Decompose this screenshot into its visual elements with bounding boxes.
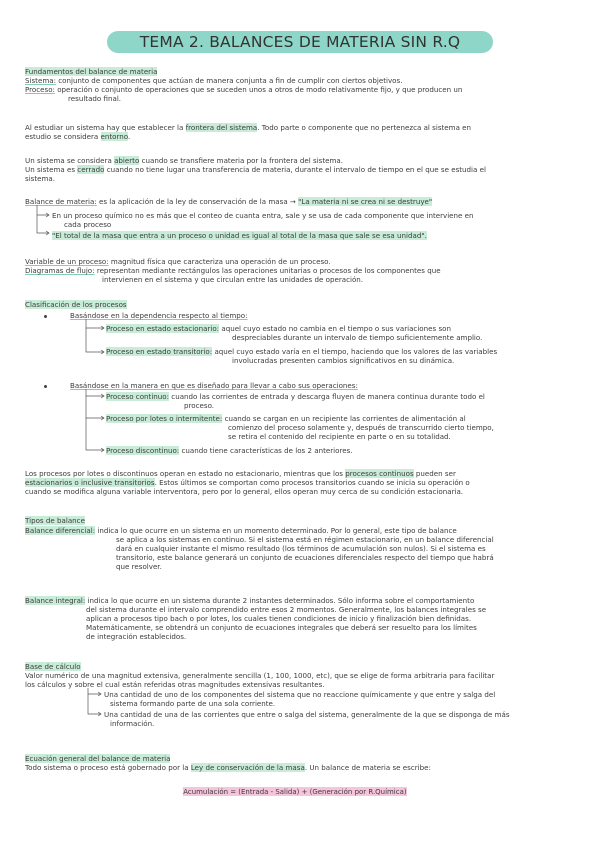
lotes-line-cont: comienzo del proceso solamente y, después de transcurrido cierto tiempo, (228, 423, 494, 432)
procesos-paragraph-2: estacionarios o inclusive transitorios. Estos últimos se comportan como procesos transitorios cuando se inicia su operación o (25, 478, 470, 487)
arrow-icon (84, 389, 108, 455)
integral-line-5: de integración establecidos. (86, 632, 187, 641)
balance-sub2: "El total de la masa que entra a un proceso o unidad es igual al total de la masa que sale se esa unidad". (52, 231, 427, 240)
diferencial-line: Balance diferencial: indica lo que ocurre en un sistema en un momento determinado. Por lo general, este tipo de balance (25, 526, 457, 535)
diagramas-definition: Diagramas de flujo: representan mediante rectángulos las operaciones unitarias o procesos de los componentes que (25, 266, 441, 275)
base-sub2-cont: información. (110, 719, 155, 728)
lotes-line: Proceso por lotes o intermitente: cuando se cargan en un recipiente las corrientes de alimentación al (106, 414, 466, 423)
base-line-2: los cálculos y sobre el cual están referidas otras magnitudes extensivas resultantes. (25, 680, 325, 689)
section-heading: Tipos de balance (25, 516, 85, 525)
lotes-line-cont2: se retira el contenido del recipiente en parte o en su totalidad. (228, 432, 451, 441)
diferencial-line-5: que resolver. (116, 562, 162, 571)
page-title: TEMA 2. BALANCES DE MATERIA SIN R.Q (107, 31, 493, 53)
variable-definition: Variable de un proceso: magnitud física que caracteriza una operación de un proceso. (25, 257, 331, 266)
bullet-icon (44, 315, 47, 318)
continuo-line: Proceso continuo: cuando las corrientes de entrada y descarga fluyen de manera continua durante todo el (106, 392, 485, 401)
frontera-paragraph-cont: estudio se considera entorno. (25, 132, 131, 141)
frontera-paragraph: Al estudiar un sistema hay que establecer la frontera del sistema. Todo parte o componente que no pertenezca al sistema en (25, 123, 472, 132)
definition-proceso: Proceso: operación o conjunto de operaciones que se suceden unos a otros de modo relativamente fijo, y que producen un (25, 85, 463, 94)
section-heading: Base de cálculo (25, 662, 81, 671)
procesos-paragraph-3: cuando se modifica alguna variable interventora, pero por lo general, ellos operan muy cerca de su condición estacionaria. (25, 487, 464, 496)
bullet-tiempo: Basándose en la dependencia respecto al tiempo: (70, 311, 248, 320)
section-heading: Clasificación de los procesos (25, 300, 127, 309)
diagramas-definition-cont: intervienen en el sistema y que circulan entre las unidades de operación. (102, 275, 364, 284)
definition-sistema: Sistema: conjunto de componentes que actúan de manera conjunta a fin de cumplir con ciertos objetivos. (25, 76, 403, 85)
base-line-1: Valor numérico de una magnitud extensiva, generalmente sencilla (1, 100, 1000, etc), que se elige de forma arbitraria para facilitar (25, 671, 495, 680)
transitorio-line-cont: involucradas presenten cambios significativos en su dinámica. (232, 356, 455, 365)
estacionario-line-cont: despreciables durante un intervalo de tiempo suficientemente amplio. (232, 333, 483, 342)
discontinuo-line: Proceso discontinuo: cuando tiene características de los 2 anteriores. (106, 446, 353, 455)
balance-definition: Balance de materia: es la aplicación de la ley de conservación de la masa → "La materia ni se crea ni se destruye" (25, 197, 433, 206)
integral-line-4: Matemáticamente, se obtendrá un conjunto de ecuaciones integrales que deberá ser resuelto para los límites (86, 623, 477, 632)
ecuacion-line: Todo sistema o proceso está gobernado por la Ley de conservación de la masa. Un balance de materia se escribe: (25, 763, 431, 772)
base-sub1: Una cantidad de uno de los componentes del sistema que no reaccione químicamente y que entre y salga del (104, 690, 496, 699)
definition-proceso-cont: resultado final. (68, 94, 122, 103)
integral-line-2: del sistema durante el intervalo comprendido entre esos 2 momentos. Generalmente, los balances integrales se (86, 605, 487, 614)
integral-line-3: aplican a procesos tipo bach o por lotes, los cuales tienen condiciones de inicio y finalización bien definidas. (86, 614, 472, 623)
arrow-icon (86, 688, 106, 716)
diferencial-line-3: dará en cualquier instante el mismo resultado (los términos de acumulación son nulos). Si el sistema es (116, 544, 486, 553)
diferencial-line-4: transitorio, este balance generará un conjunto de ecuaciones diferenciales respecto del tiempo que habrá (116, 553, 494, 562)
integral-line: Balance integral: indica lo que ocurre en un sistema durante 2 instantes determinados. Sólo informa sobre el comportamiento (25, 596, 475, 605)
bullet-diseno: Basándose en la manera en que es diseñado para llevar a cabo sus operaciones: (70, 381, 358, 390)
diferencial-line-2: se aplica a los sistemas en continuo. Si el sistema está en régimen estacionario, en un balance diferencial (116, 535, 494, 544)
balance-sub1: En un proceso químico no es más que el conteo de cuanta entra, sale y se usa de cada componente que interviene en (52, 211, 474, 220)
section-heading: Fundamentos del balance de materia (25, 67, 158, 76)
abierto-line: Un sistema se considera abierto cuando se transfiere materia por la frontera del sistema. (25, 156, 344, 165)
balance-formula: Acumulación = (Entrada - Salida) + (Generación por R.Química) (183, 787, 407, 796)
base-sub1-cont: sistema formando parte de una sola corriente. (110, 699, 276, 708)
estacionario-line: Proceso en estado estacionario: aquel cuyo estado no cambia en el tiempo o sus variaciones son (106, 324, 451, 333)
bullet-icon (44, 385, 47, 388)
section-heading: Ecuación general del balance de materia (25, 754, 171, 763)
balance-sub1-cont: cada proceso (64, 220, 112, 229)
cerrado-line: Un sistema es cerrado cuando no tiene lugar una transferencia de materia, durante el intervalo de tiempo en el que se estudia el (25, 165, 486, 174)
arrow-icon (84, 319, 108, 359)
procesos-paragraph: Los procesos por lotes o discontinuos operan en estado no estacionario, mientras que los procesos continuos pueden ser (25, 469, 456, 478)
transitorio-line: Proceso en estado transitorio: aquel cuyo estado varía en el tiempo, haciendo que los valores de las variables (106, 347, 498, 356)
continuo-line-cont: proceso. (184, 401, 215, 410)
cerrado-line-cont: sistema. (25, 174, 56, 183)
base-sub2: Una cantidad de una de las corrientes que entre o salga del sistema, generalmente de la que se disponga de más (104, 710, 510, 719)
